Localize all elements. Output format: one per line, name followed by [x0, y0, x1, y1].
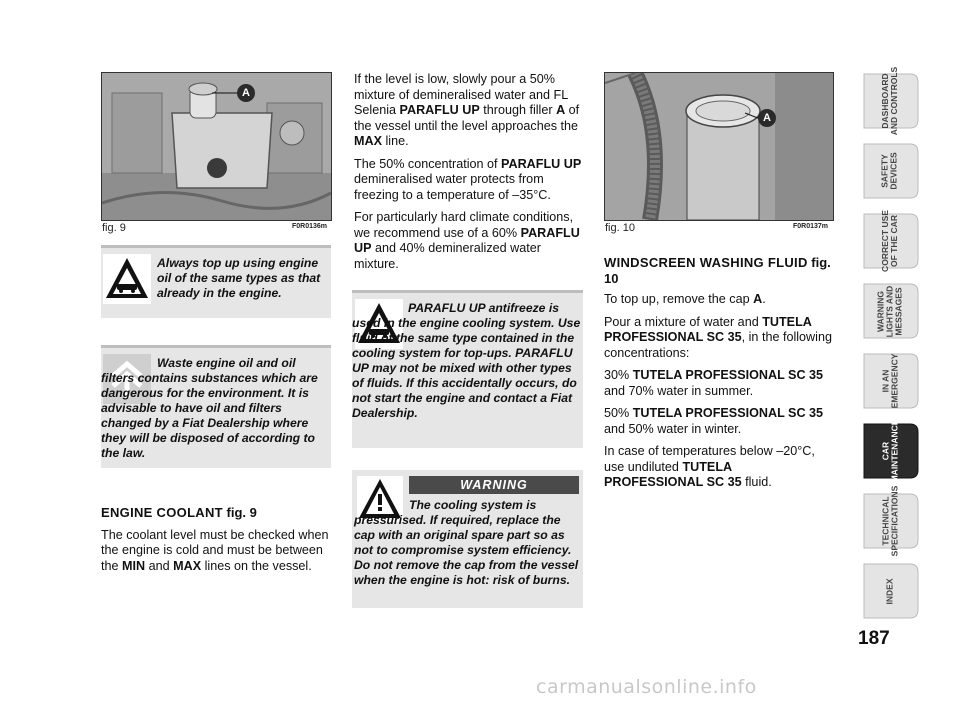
tab-label-wrap	[864, 564, 916, 618]
tab-label-wrap	[864, 284, 916, 338]
washer-paragraph-1	[604, 292, 832, 308]
figure-10-label: fig. 10	[605, 222, 635, 234]
warning-title-bar	[409, 476, 579, 494]
washer-p2-a: Pour a mixture of water and	[604, 314, 763, 329]
mid-paragraph-3	[354, 210, 584, 272]
figure-9-photo	[101, 72, 332, 221]
washer-paragraph-4	[604, 406, 832, 437]
tab-index[interactable]	[852, 560, 922, 622]
callout-a-marker: A	[758, 109, 776, 127]
washer-heading	[604, 255, 832, 287]
tab-label-wrap	[864, 144, 916, 198]
washer-p4-a: 50%	[604, 406, 633, 420]
mid-p1-b: PARAFLU UP	[399, 103, 480, 117]
figure-9-code: F0R0136m	[292, 223, 328, 230]
washer-p4-c: and 50% water in winter.	[604, 421, 742, 436]
engine-coolant-fig-ref: fig. 9	[222, 505, 257, 520]
washer-p2-b: TUTELA PROFESSIONAL SC 35	[604, 314, 812, 344]
tab-label-wrap	[864, 66, 916, 136]
environment-note-box	[101, 345, 331, 468]
washer-fig-ref: fig. 10	[604, 255, 831, 286]
antifreeze-note-text: PARAFLU UP antifreeze is used in the engine cooling system. Use fluid of the same type contained in the cooling system for top-ups. PARAFLU UP may not be mixed with other types of fluids. If this accidentally occurs, do not start the engine and contact a Fiat Dealership.	[352, 301, 581, 420]
oil-note-text: Always top up using engine oil of the same types as that already in the engine.	[157, 256, 321, 300]
mid-p2-c: demineralised water protects from freezing to a temperature of –35°C.	[354, 172, 551, 202]
mid-p3-b: PARAFLU UP	[354, 225, 580, 255]
tab-label: CORRECT USE OF THE CAR	[880, 210, 899, 272]
tab-correct-use-of-the-car[interactable]	[852, 210, 922, 272]
warning-text: The cooling system is pressurised. If required, replace the cap with an original spare part so as not to compromise system efficiency. Do not remove the cap from the vessel when the engine is hot: risk of burns.	[354, 498, 579, 587]
figure-9-label: fig. 9	[102, 222, 126, 234]
tab-label: IN AN EMERGENCY	[880, 353, 900, 409]
tab-warning-lights-and-messages[interactable]	[852, 280, 922, 342]
washer-reservoir-illustration	[605, 73, 833, 220]
washer-paragraph-3	[604, 368, 832, 399]
washer-p3-a: 30%	[604, 368, 633, 382]
watermark: carmanualsonline.info	[536, 676, 757, 698]
tab-label-wrap	[864, 354, 916, 408]
engine-coolant-title: ENGINE COOLANT	[101, 505, 223, 520]
mid-paragraph-1	[354, 72, 584, 150]
washer-p1-a: To top up, remove the cap	[604, 292, 754, 306]
mid-p1-a: If the level is low, slowly pour a 50% mixture of demineralised water and FL Selenia	[354, 72, 568, 117]
tab-label-wrap	[864, 419, 916, 483]
engine-coolant-heading	[101, 505, 333, 522]
washer-paragraph-5	[604, 444, 832, 491]
washer-p1-b: A	[753, 292, 763, 306]
washer-p1-c: .	[762, 292, 766, 306]
washer-p5-a: In case of temperatures below –20°C, use undiluted	[604, 444, 815, 474]
antifreeze-note-box	[352, 290, 583, 448]
washer-p3-b: TUTELA PROFESSIONAL SC 35	[632, 368, 824, 382]
tab-safety-devices[interactable]	[852, 140, 922, 202]
mid-p3-c: and 40% demineralized water mixture.	[354, 241, 541, 271]
tab-in-an-emergency[interactable]	[852, 350, 922, 412]
mid-p1-g: line.	[382, 134, 409, 148]
tab-label: DASHBOARD AND CONTROLS	[880, 66, 900, 136]
warning-title: WARNING	[460, 478, 528, 492]
washer-p5-b: TUTELA PROFESSIONAL SC 35	[604, 459, 742, 489]
tab-technical-specifications[interactable]	[852, 485, 922, 557]
mid-p1-e: of the vessel until the level approaches the	[354, 103, 580, 133]
coolant-text-b: and	[145, 558, 174, 573]
tab-car-maintenance[interactable]	[852, 420, 922, 482]
mid-p1-c: through filler	[479, 103, 557, 117]
mid-p2-a: The 50% concentration of	[354, 156, 502, 171]
environment-note-text: Waste engine oil and oil filters contains substances which are dangerous for the environment. It is advisable to have oil and filters changed by a Fiat Dealership where they will be disposed of according to the law.	[101, 356, 318, 460]
mid-p1-d: A	[556, 103, 566, 117]
figure-10-photo	[604, 72, 834, 221]
tab-label: INDEX	[884, 578, 895, 604]
tab-label-wrap	[864, 485, 916, 557]
windscreen-washing-section	[604, 255, 832, 498]
mid-p2-b: PARAFLU UP	[501, 156, 582, 171]
mid-p3-a: For particularly hard climate conditions, we recommend use of a 60%	[354, 210, 574, 240]
engine-bay-illustration	[102, 73, 331, 220]
coolant-min: MIN	[122, 558, 146, 573]
figure-10-code: F0R0137m	[793, 223, 829, 230]
mid-paragraph-2	[354, 157, 584, 204]
page-number: 187	[858, 628, 890, 649]
washer-paragraph-2	[604, 315, 832, 362]
tab-label-wrap	[864, 210, 916, 272]
washer-p3-c: and 70% water in summer.	[604, 383, 754, 398]
car-warning-icon	[103, 254, 151, 304]
mid-p1-f: MAX	[354, 134, 382, 148]
washer-p4-b: TUTELA PROFESSIONAL SC 35	[632, 406, 824, 420]
tab-label: CAR MAINTENANCE	[880, 419, 899, 483]
coolant-text-a: The coolant level must be checked when the engine is cold and must be between the	[101, 527, 329, 573]
tab-label: WARNING LIGHTS AND MESSAGES	[875, 285, 904, 337]
callout-a-marker: A	[237, 84, 255, 102]
coolant-text-c: lines on the vessel.	[201, 558, 312, 573]
tab-label: TECHNICAL SPECIFICATIONS	[880, 485, 899, 557]
engine-coolant-text	[101, 528, 333, 575]
warning-box	[352, 470, 583, 608]
washer-p5-c: fluid.	[741, 475, 772, 489]
middle-column-text	[354, 72, 584, 279]
tab-dashboard-and-controls[interactable]	[852, 66, 922, 136]
coolant-max: MAX	[173, 558, 202, 573]
washer-p2-c: , in the following concentrations:	[604, 330, 832, 360]
engine-coolant-section	[101, 505, 333, 581]
tab-label: SAFETY DEVICES	[879, 152, 899, 190]
car-triangle-icon	[103, 254, 151, 304]
washer-title: WINDSCREEN WASHING FLUID	[604, 255, 808, 270]
oil-note-box	[101, 245, 331, 318]
